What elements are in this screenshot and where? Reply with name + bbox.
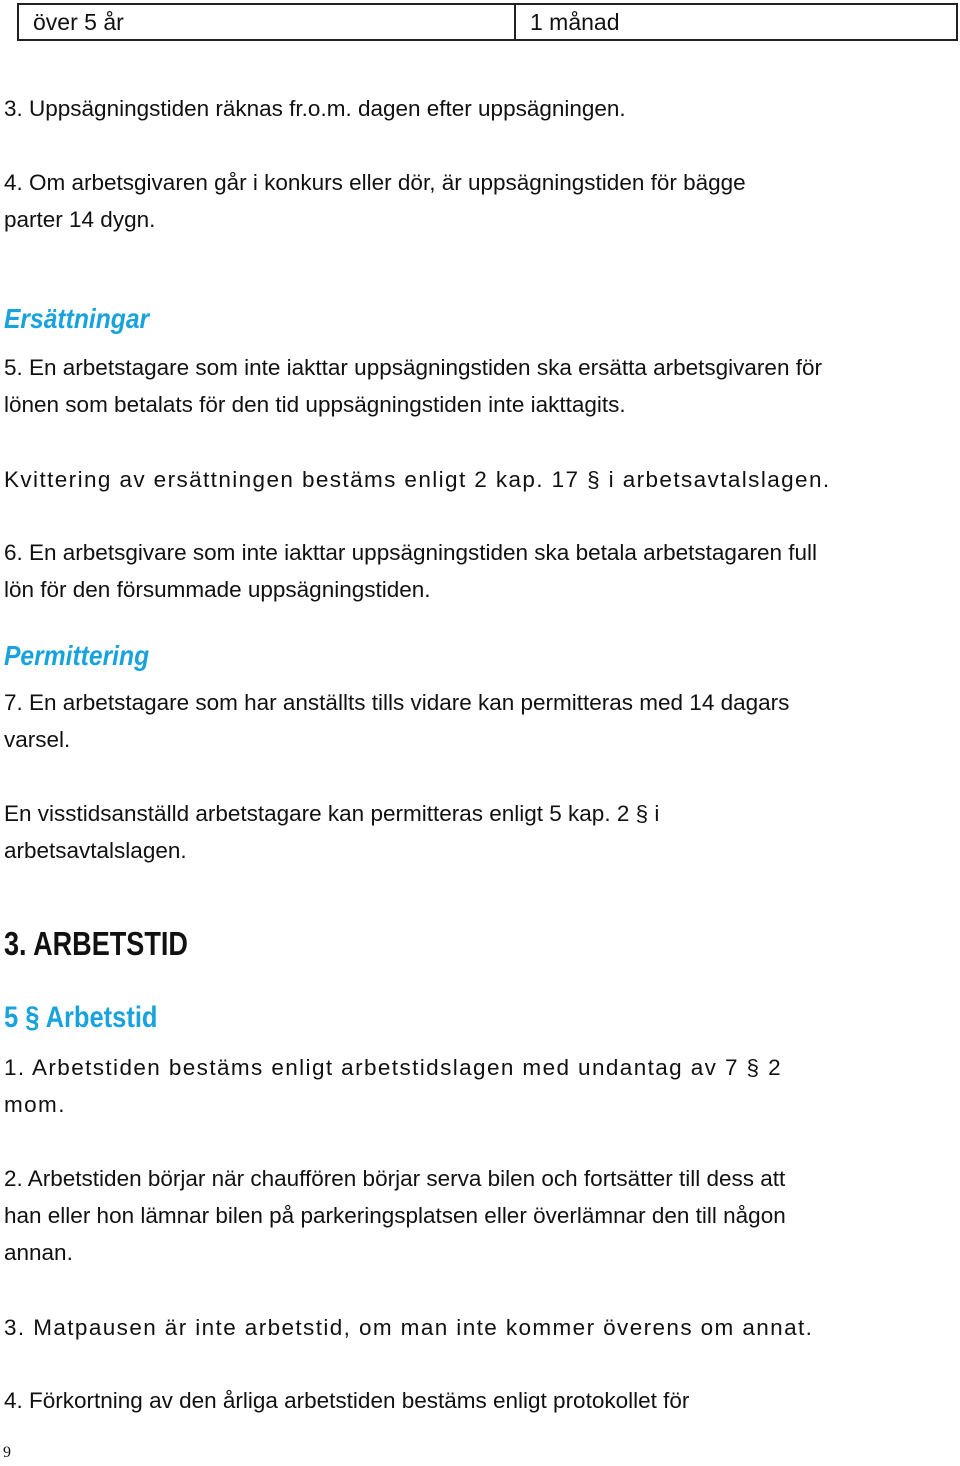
section-heading-arbetstid: 3. ARBETSTID <box>4 925 188 962</box>
table-cell-service-time: över 5 år <box>18 4 515 40</box>
paragraph-7-line2: varsel. <box>4 727 71 752</box>
paragraph-a4: 4. Förkortning av den årliga arbetstiden bestäms enligt protokollet för <box>4 1388 690 1413</box>
paragraph-a2-line2: han eller hon lämnar bilen på parkeringsplatsen eller överlämnar den till någon <box>4 1203 786 1228</box>
table-row <box>18 4 957 40</box>
paragraph-7-line1: 7. En arbetstagare som har anställts tills vidare kan permitteras med 14 dagars <box>4 690 790 715</box>
table-cell-notice-period: 1 månad <box>515 4 957 40</box>
paragraph-a2-line1: 2. Arbetstiden börjar när chauffören börjar serva bilen och fortsätter till dess att <box>4 1166 786 1191</box>
notice-period-table <box>17 3 958 41</box>
paragraph-5-line2: lönen som betalats för den tid uppsägningstiden inte iakttagits. <box>4 392 626 417</box>
page-number: 9 <box>3 1444 11 1461</box>
paragraph-3: 3. Uppsägningstiden räknas fr.o.m. dagen efter uppsägningen. <box>4 96 626 121</box>
paragraph-a1-line2: mom. <box>4 1092 66 1117</box>
paragraph-6-line2: lön för den försummade uppsägningstiden. <box>4 577 431 602</box>
paragraph-a2-line3: annan. <box>4 1240 73 1265</box>
heading-5-arbetstid: 5 § Arbetstid <box>4 1001 158 1034</box>
paragraph-5-line1: 5. En arbetstagare som inte iakttar uppsägningstiden ska ersätta arbetsgivaren för <box>4 355 822 380</box>
paragraph-visstid-line1: En visstidsanställd arbetstagare kan permitteras enligt 5 kap. 2 § i <box>4 801 660 826</box>
paragraph-6-line1: 6. En arbetsgivare som inte iakttar uppsägningstiden ska betala arbetstagaren full <box>4 540 817 565</box>
heading-ersattningar: Ersättningar <box>4 303 150 334</box>
paragraph-a3: 3. Matpausen är inte arbetstid, om man inte kommer överens om annat. <box>4 1315 814 1340</box>
paragraph-4-line2: parter 14 dygn. <box>4 207 156 232</box>
paragraph-4-line1: 4. Om arbetsgivaren går i konkurs eller dör, är uppsägningstiden för bägge <box>4 170 746 195</box>
heading-permittering: Permittering <box>4 640 150 671</box>
paragraph-a1-line1: 1. Arbetstiden bestäms enligt arbetstidslagen med undantag av 7 § 2 <box>4 1055 782 1080</box>
paragraph-visstid-line2: arbetsavtalslagen. <box>4 838 187 863</box>
paragraph-kvittering: Kvittering av ersättningen bestäms enligt 2 kap. 17 § i arbetsavtalslagen. <box>4 467 831 492</box>
